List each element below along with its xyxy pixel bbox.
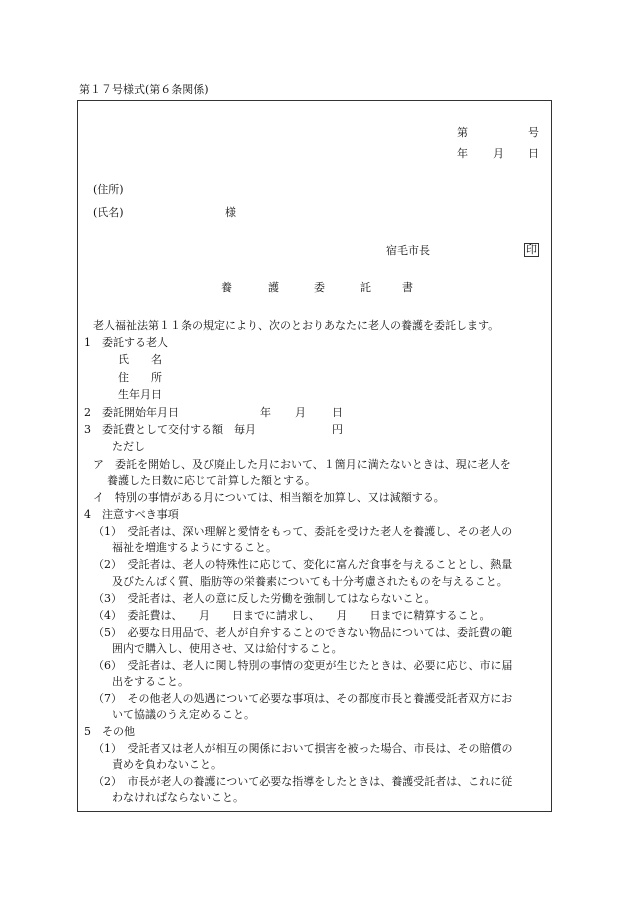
s3-item-a-cont: 養護した日数に応じて計算した額とする。 <box>107 474 316 487</box>
address-label: (住所) <box>93 183 124 196</box>
s3-proviso: ただし <box>112 440 145 453</box>
s5-item-1: （1） 受託者又は老人が相互の関係において損害を被った場合、市長は、その賠償の <box>93 742 513 755</box>
date-year: 年 <box>457 147 468 160</box>
name-label: (氏名) <box>93 206 124 219</box>
s4-item-5-cont: 囲内で購入し、使用させ、又は給付すること。 <box>112 642 343 655</box>
seal-mark <box>524 243 539 257</box>
s3-item-i: イ 特別の事情がある月については、相当額を加算し、又は減額する。 <box>93 491 445 504</box>
number-prefix: 第 <box>457 126 468 139</box>
s4-item-6-cont: 出をすること。 <box>112 675 189 688</box>
s2-month: 月 <box>295 406 306 419</box>
title-char-4: 託 <box>360 281 371 294</box>
s4-heading: 4 注意すべき事項 <box>84 508 179 521</box>
s1-address: 住 所 <box>118 371 162 384</box>
s5-item-2: （2） 市長が老人の養護について必要な指導をしたときは、養護受託者は、これに従 <box>93 775 513 788</box>
number-suffix: 号 <box>528 126 539 139</box>
intro-text: 老人福祉法第１１条の規定により、次のとおりあなたに老人の養護を委託します。 <box>93 319 500 332</box>
s2-day: 日 <box>332 406 343 419</box>
s1-heading: 1 委託する老人 <box>84 336 168 349</box>
s4-item-2-cont: 及びたんぱく質、脂肪等の栄養素についても十分考慮されたものを与えること。 <box>112 575 508 588</box>
title-char-5: 書 <box>402 281 413 294</box>
title-char-3: 委 <box>314 281 325 294</box>
title-char-1: 養 <box>221 281 232 294</box>
s3-yen: 円 <box>332 423 343 436</box>
form-number-label: 第１７号様式(第６条関係) <box>79 83 209 96</box>
s5-item-1-cont: 責めを負わないこと。 <box>112 758 222 771</box>
s3-label: 3 委託費として交付する額 毎月 <box>84 423 256 436</box>
s4-item-4: （4） 委託費は、 月 日までに請求し、 月 日までに精算すること。 <box>93 609 491 622</box>
s4-item-5: （5） 必要な日用品で、老人が自弁することのできない物品については、委託費の範 <box>93 626 513 639</box>
s4-item-1-cont: 福祉を増進するようにすること。 <box>112 541 277 554</box>
s4-item-7-cont: いて協議のうえ定めること。 <box>112 708 255 721</box>
title-char-2: 護 <box>268 281 279 294</box>
issuer-title: 宿毛市長 <box>386 244 430 257</box>
s2-label: 2 委託開始年月日 <box>84 406 179 419</box>
s1-birth: 生年月日 <box>118 388 162 401</box>
seal-text: 印 <box>526 243 537 256</box>
date-month: 月 <box>493 147 504 160</box>
s2-year: 年 <box>260 406 271 419</box>
s1-name: 氏 名 <box>118 353 162 366</box>
s5-item-2-cont: わなければならないこと。 <box>112 791 244 804</box>
date-day: 日 <box>528 147 539 160</box>
s4-item-3: （3） 受託者は、老人の意に反した労働を強制してはならないこと。 <box>93 592 436 605</box>
s4-item-7: （7） その他老人の処遇について必要な事項は、その都度市長と養護受託者双方にお <box>93 692 513 705</box>
s4-item-6: （6） 受託者は、老人に関し特別の事情の変更が生じたときは、必要に応じ、市に届 <box>93 659 513 672</box>
honorific: 様 <box>225 206 236 219</box>
s3-item-a: ア 委託を開始し、及び廃止した月において、１箇月に満たないときは、現に老人を <box>93 458 511 471</box>
s5-heading: 5 その他 <box>84 725 135 738</box>
s4-item-1: （1） 受託者は、深い理解と愛情をもって、委託を受けた老人を養護し、その老人の <box>93 525 513 538</box>
s4-item-2: （2） 受託者は、老人の特殊性に応じて、変化に富んだ食事を与えることとし、熱量 <box>93 558 513 571</box>
